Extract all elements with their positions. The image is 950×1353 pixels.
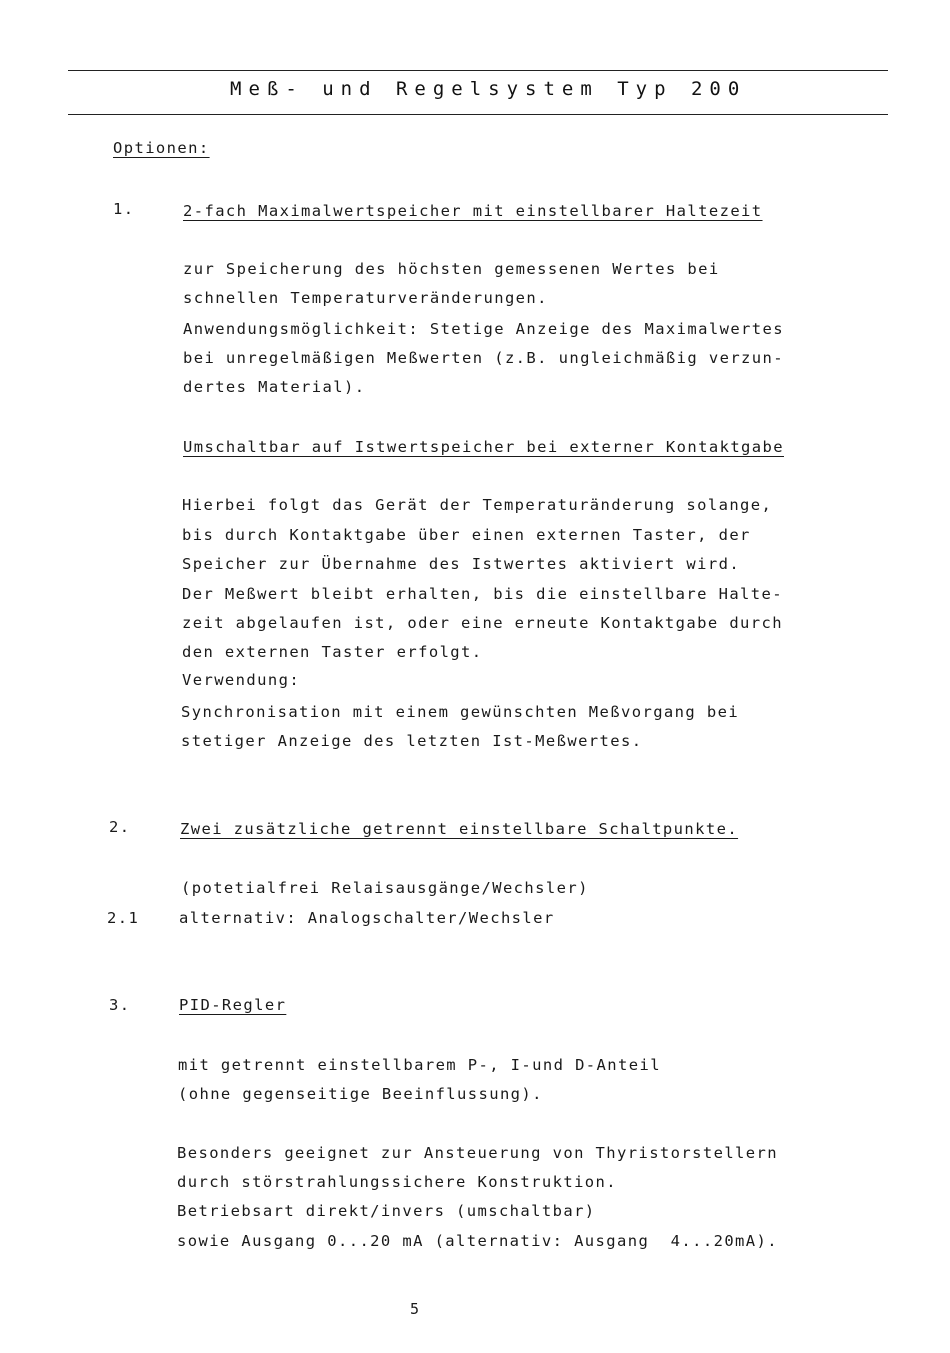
item-1-heading: 2-fach Maximalwertspeicher mit einstellbarer Haltezeit bbox=[183, 202, 763, 220]
item-1-para1-line: Anwendungsmöglichkeit: Stetige Anzeige des Maximalwertes bbox=[183, 320, 784, 338]
header-rule-bottom bbox=[68, 114, 888, 115]
item-3-para2-line: durch störstrahlungssichere Konstruktion. bbox=[177, 1173, 618, 1191]
item-1-para2-line: Verwendung: bbox=[182, 671, 301, 689]
item-1-para1-line: schnellen Temperaturveränderungen. bbox=[183, 289, 548, 307]
item-1-para1-line: bei unregelmäßigen Meßwerten (z.B. ungleichmäßig verzun- bbox=[183, 349, 784, 367]
item-2-heading: Zwei zusätzliche getrennt einstellbare Schaltpunkte. bbox=[180, 820, 739, 838]
item-1-para2-line: Hierbei folgt das Gerät der Temperaturänderung solange, bbox=[182, 496, 773, 514]
item-3-para1-line: (ohne gegenseitige Beeinflussung). bbox=[178, 1085, 543, 1103]
item-3-para2-line: Betriebsart direkt/invers (umschaltbar) bbox=[177, 1202, 596, 1220]
item-3-para1-line: mit getrennt einstellbarem P-, I-und D-Anteil bbox=[178, 1056, 661, 1074]
item-1-para2-line: Speicher zur Übernahme des Istwertes aktiviert wird. bbox=[182, 555, 741, 573]
item-1-para2-line: Der Meßwert bleibt erhalten, bis die einstellbare Halte- bbox=[182, 585, 783, 603]
item-1-para2-line: bis durch Kontaktgabe über einen externen Taster, der bbox=[182, 526, 751, 544]
item-1-number: 1. bbox=[113, 200, 135, 218]
item-3-number: 3. bbox=[109, 996, 131, 1014]
item-1-para2-line: den externen Taster erfolgt. bbox=[182, 643, 483, 661]
item-3-heading: PID-Regler bbox=[179, 996, 287, 1014]
item-1-subheading: Umschaltbar auf Istwertspeicher bei externer Kontaktgabe bbox=[183, 438, 784, 456]
item-2-sub-number: 2.1 bbox=[107, 909, 140, 927]
item-3-para2-line: sowie Ausgang 0...20 mA (alternativ: Ausgang 4...20mA). bbox=[177, 1232, 778, 1250]
item-3-para2-line: Besonders geeignet zur Ansteuerung von Thyristorstellern bbox=[177, 1144, 778, 1162]
header-rule-top bbox=[68, 70, 888, 71]
header-title: Meß- und Regelsystem Typ 200 bbox=[230, 78, 747, 100]
item-1-para2-line: Synchronisation mit einem gewünschten Meßvorgang bei bbox=[181, 703, 740, 721]
item-2-line1: (potetialfrei Relaisausgänge/Wechsler) bbox=[181, 879, 589, 897]
item-1-para2-line: zeit abgelaufen ist, oder eine erneute Kontaktgabe durch bbox=[182, 614, 783, 632]
item-2-line2: alternativ: Analogschalter/Wechsler bbox=[179, 909, 555, 927]
page-number: 5 bbox=[410, 1300, 421, 1318]
item-1-para1-line: dertes Material). bbox=[183, 378, 366, 396]
item-1-para1-line: zur Speicherung des höchsten gemessenen Wertes bei bbox=[183, 260, 720, 278]
item-1-para2-line: stetiger Anzeige des letzten Ist-Meßwertes. bbox=[181, 732, 643, 750]
item-2-number: 2. bbox=[109, 818, 131, 836]
section-title: Optionen: bbox=[113, 139, 210, 157]
